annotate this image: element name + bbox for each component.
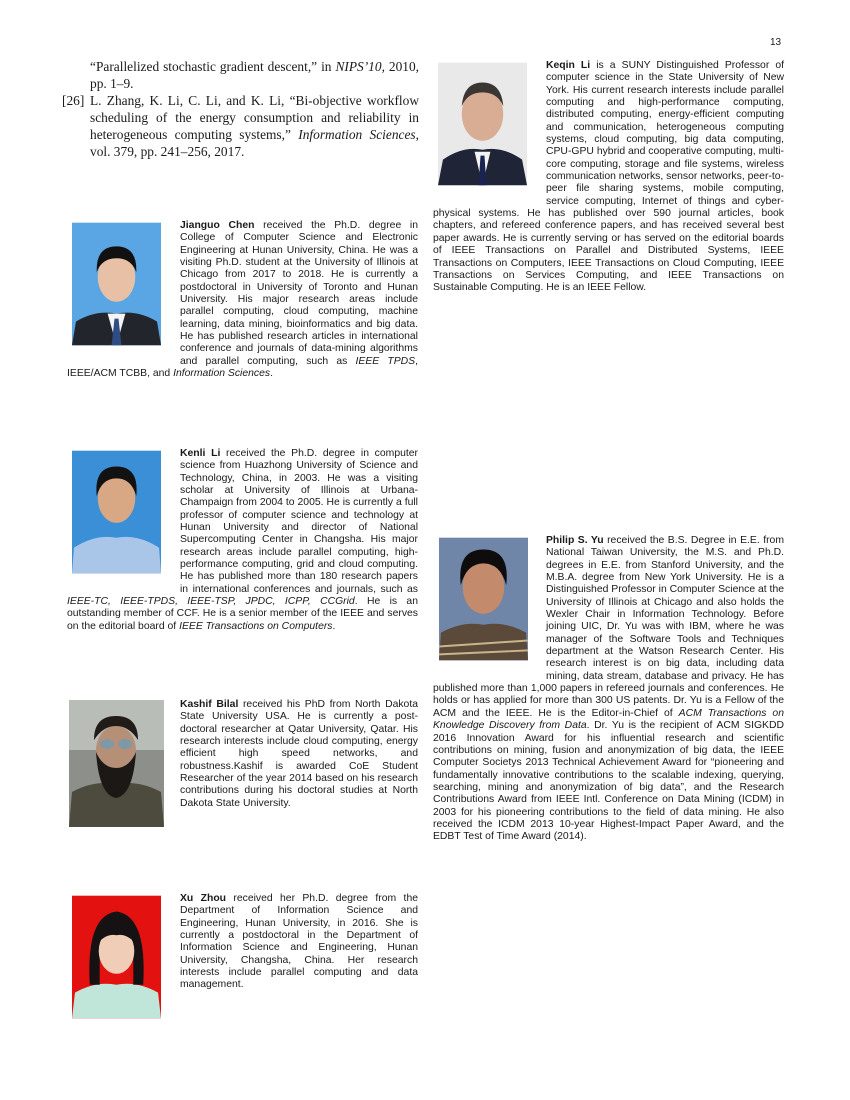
bio-italic: ACM Transactions on Knowledge Discovery from Data (433, 707, 784, 732)
bio-text: received the B.S. Degree in E.E. from National Taiwan University, the M.S. and Ph.D. degrees in E.E. from Stanford University, and the M.B.A. degree from New York University. He is a Distinguished Professor in Computer Science at the University of Illinois at Chicago and also holds the Wexler Chair in Information Technology. Before joining UIC, Dr. Yu was with IBM, where he was manager of the Software Tools and Techniques department at the Watson Research Center. His research interest is on big data, including data mining, data stream, database and privacy. He has published more than 1,000 papers in refereed journals and conferences. He holds or has applied for more than 300 US patents. Dr. Yu is a Fellow of the ACM and the IEEE. He is the Editor-in-Chief of (433, 535, 784, 719)
bio-name: Philip S. Yu (546, 535, 604, 546)
page-number: 13 (770, 37, 782, 48)
bio-kashif-bilal (67, 699, 418, 835)
bio-italic: IEEE Transactions on Computers (179, 620, 333, 632)
ref-venue: Information Sciences (298, 127, 416, 142)
bio-italic: Information Sciences (173, 368, 271, 380)
bio-xu-zhou (67, 893, 418, 1029)
ref-end: , vol. 379, pp. 241–256, 2017. (90, 127, 419, 159)
bio-text: received his PhD from North Dakota State University USA. He is currently a post-doctoral researcher at Qatar University, Qatar. His research interests include cloud computing, energy efficient high speed networks, and robustness.Kashif is awarded CoE Student Researcher of the year 2014 based on his research contributions during his doctoral studies at North Dakota State University. (180, 699, 419, 809)
bio-italic: IEEE-TC, IEEE-TPDS, IEEE-TSP, JPDC, ICPP, CCGrid (67, 596, 355, 608)
photo-kashif-bilal (69, 700, 164, 827)
ref-end: , 2010, pp. 1–9. (90, 59, 420, 91)
bio-text: received the Ph.D. degree in College of Computer Science and Electronic Engineering at Hunan University, China. He was a visiting Ph.D. student at the University of Illinois at Chicago from 2017 to 2018. He is currently a postdoctoral in University of Toronto and Hunan University. His major research areas include parallel computing, cloud computing, machine learning, data mining, bioinformatics and big data. He has published research articles in international conference and journals of data-mining algorithms and parallel computing, such as (180, 220, 418, 367)
bio-name: Kashif Bilal (180, 699, 239, 710)
bio-name: Jianguo Chen (180, 220, 255, 231)
photo-jianguo-chen (72, 222, 161, 346)
ref-text: “Parallelized stochastic gradient descent,” in (90, 59, 336, 74)
photo-xu-zhou (72, 895, 161, 1019)
bio-text: received the Ph.D. degree in computer science from Huazhong University of Science and Technology, China, in 2003. He was a visiting scholar at University of Illinois at Urbana-Champaign from 2004 to 2005. He is currently a full professor of computer science and technology at Hunan University and director of National Supercomputing Center in Changsha. His major research areas include parallel computing, high-performance computing, grid and cloud computing. He has published more than 180 research papers in international conferences and journals, such as (180, 448, 418, 595)
photo-keqin-li (438, 62, 527, 186)
photo-kenli-li (72, 450, 161, 574)
bio-name: Keqin Li (546, 60, 591, 71)
bio-text: . Dr. Yu is the recipient of ACM SIGKDD 2016 Innovation Award for his influential research and scientific contributions on mining, fusion and anonymization of big data, the IEEE Computer Societys 2013 Technical Achievement Award for “pioneering and fundamentally innovative contributions to the scalable indexing, querying, searching, mining and anonymization of big data”, and the Research Contributions Award from IEEE Intl. Conference on Data Mining (ICDM) in 2003 for his pioneering contributions to the field of data mining. He also received the ICDM 2013 10-year Highest-Impact Paper Award, and the EDBT Test of Time Award (2014). (433, 720, 784, 843)
bio-text: , IEEE/ACM TCBB, and (67, 355, 418, 380)
bio-text: . (270, 368, 273, 380)
bio-kenli-li (67, 448, 418, 633)
bio-keqin-li (433, 60, 784, 295)
ref-text: L. Zhang, K. Li, C. Li, and K. Li, “Bi-objective workflow scheduling of the energy consumption and reliability in heterogeneous computing systems,” (90, 93, 419, 142)
bio-name: Xu Zhou (180, 893, 227, 904)
photo-philip-yu (439, 537, 528, 661)
ref-number: [26] (62, 93, 85, 108)
bio-italic: IEEE TPDS (355, 355, 416, 367)
reference-26 (64, 92, 419, 160)
reference-25-continued (64, 58, 419, 92)
bio-text: received her Ph.D. degree from the Department of Information Science and Engineering, Hunan University, in 2016. She is currently a postdoctoral in the Department of Information Science and Engineering, Hunan University, Changsha, China. Her research interests include parallel computing and data management. (180, 893, 418, 991)
bio-text: is a SUNY Distinguished Professor of computer science in the State University of New York. His current research interests include parallel computing and high-performance computing, distributed computing, energy-efficient computing and communication, heterogeneous computing systems, cloud computing, big data computing, CPU-GPU hybrid and cooperative computing, multi-core computing, storage and file systems, wireless communication networks, sensor networks, peer-to-peer file sharing systems, mobile computing, service computing, Internet of things and cyber-physical systems. He has published over 590 journal articles, book chapters, and refereed conference papers, and has received several best paper awards. He is currently serving or has served on the editorial boards of IEEE Transactions on Parallel and Distributed Systems, IEEE Transactions on Computers, IEEE Transactions on Cloud Computing, IEEE Transactions on Services Computing, and IEEE Transactions on Sustainable Computing. He is an IEEE Fellow. (433, 60, 785, 294)
references (64, 58, 419, 160)
ref-venue: NIPS’10 (335, 59, 382, 74)
bio-text: . (332, 620, 336, 632)
bio-name: Kenli Li (180, 448, 221, 459)
bio-text: . He is an outstanding member of CCF. He is a senior member of the IEEE and serves on the editorial board of (67, 596, 418, 632)
bio-jianguo-chen (67, 220, 418, 380)
bio-philip-yu (433, 535, 784, 844)
